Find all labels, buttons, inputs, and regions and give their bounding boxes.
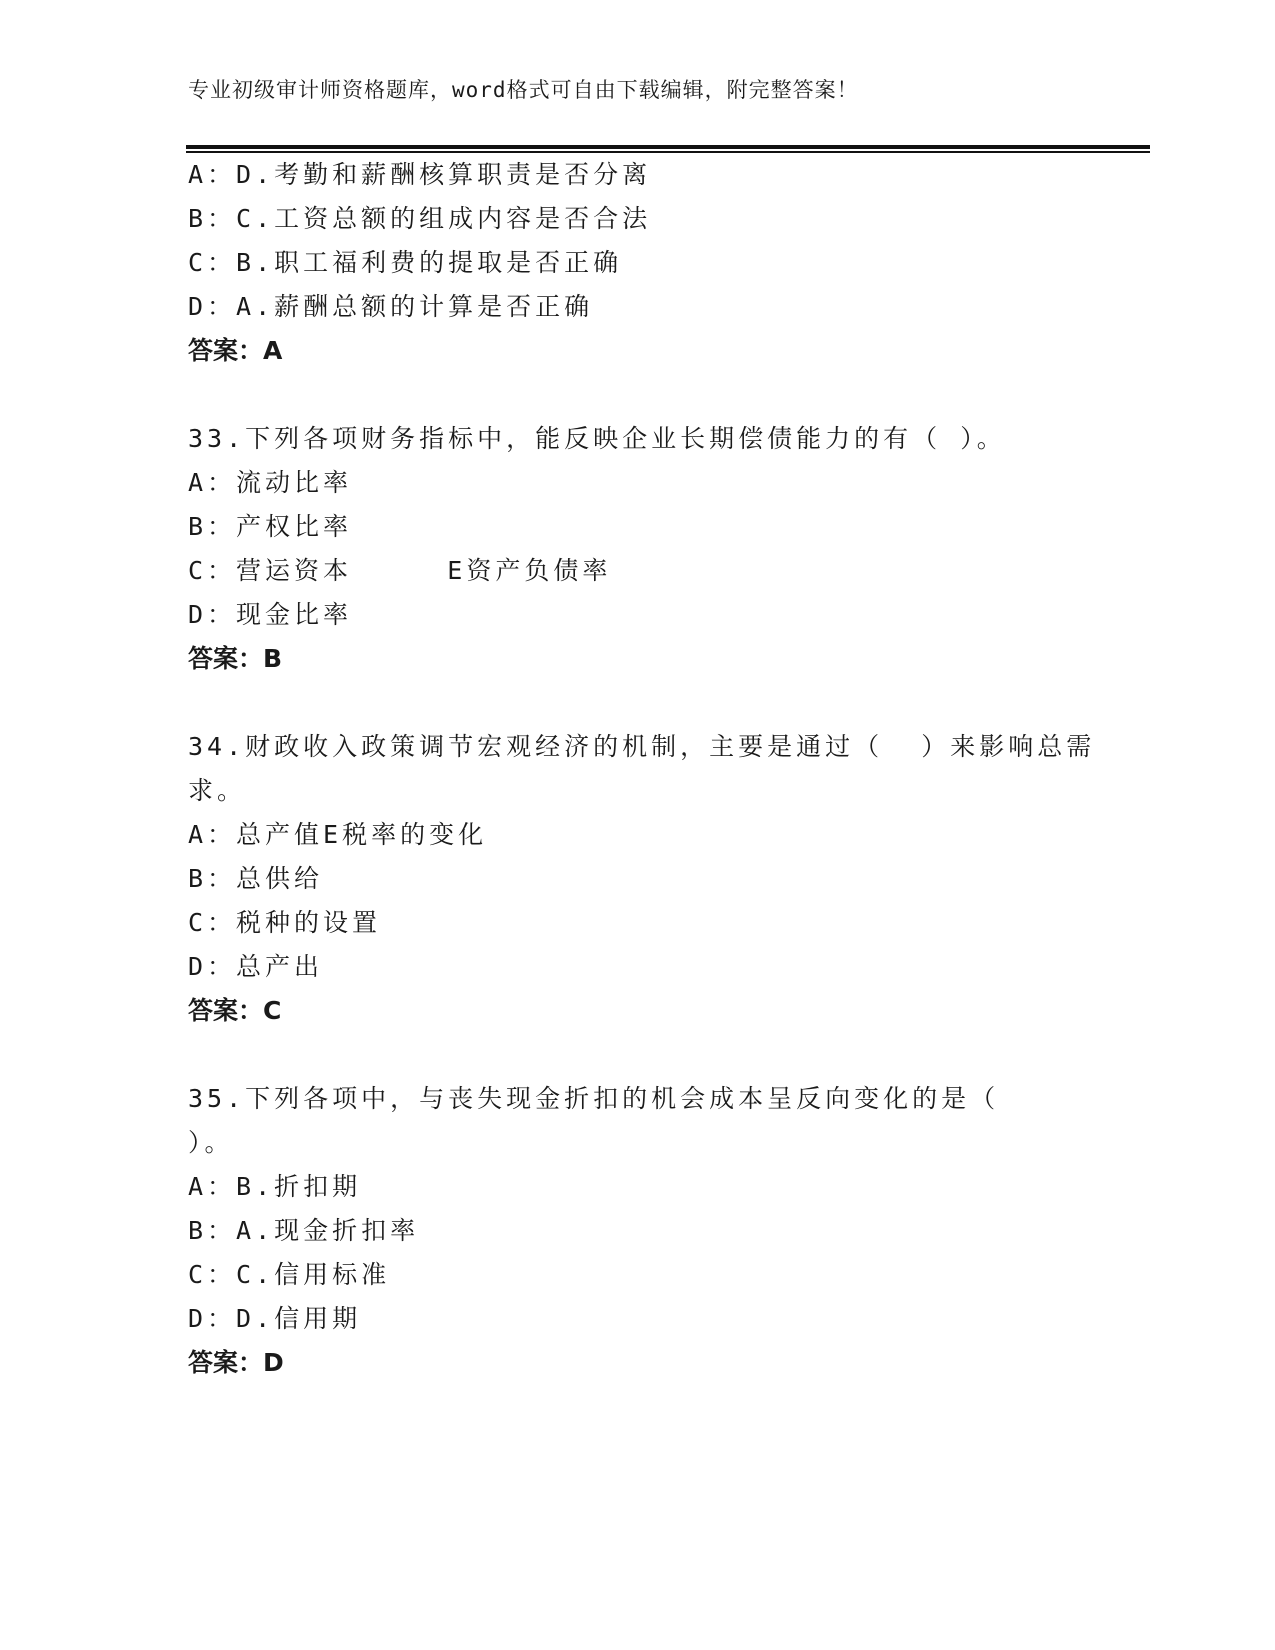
q34-option-c: C：税种的设置 — [188, 908, 382, 937]
q35-stem-line2: ）。 — [188, 1128, 234, 1157]
q32-option-c: C：B.职工福利费的提取是否正确 — [188, 248, 623, 277]
q34-stem-line1: 34.财政收入政策调节宏观经济的机制，主要是通过（ ）来影响总需 — [188, 732, 1096, 761]
q32-option-d: D：A.薪酬总额的计算是否正确 — [188, 292, 594, 321]
q35-option-d: D：D.信用期 — [188, 1304, 362, 1333]
q33-option-b: B：产权比率 — [188, 512, 353, 541]
page-header: 专业初级审计师资格题库，word格式可自由下载编辑，附完整答案！ — [188, 78, 859, 102]
q34-answer: 答案：C — [188, 996, 282, 1025]
q33-option-c: C：营运资本 E资产负债率 — [188, 556, 612, 585]
q35-option-b: B：A.现金折扣率 — [188, 1216, 420, 1245]
q35-option-c: C：C.信用标准 — [188, 1260, 391, 1289]
q34-option-d: D：总产出 — [188, 952, 324, 981]
q34-option-b: B：总供给 — [188, 864, 324, 893]
q32-option-a: A：D.考勤和薪酬核算职责是否分离 — [188, 160, 652, 189]
q33-option-a: A：流动比率 — [188, 468, 353, 497]
q32-answer: 答案：A — [188, 336, 283, 365]
q33-answer: 答案：B — [188, 644, 283, 673]
header-rule-thin — [186, 151, 1150, 153]
q35-answer: 答案：D — [188, 1348, 284, 1377]
header-rule-thick — [186, 145, 1150, 149]
q32-option-b: B：C.工资总额的组成内容是否合法 — [188, 204, 652, 233]
q35-stem-line1: 35.下列各项中，与丧失现金折扣的机会成本呈反向变化的是（ — [188, 1084, 1000, 1113]
q34-stem-line2: 求。 — [188, 776, 247, 805]
q35-option-a: A：B.折扣期 — [188, 1172, 362, 1201]
q33-option-d: D：现金比率 — [188, 600, 353, 629]
q33-stem: 33.下列各项财务指标中，能反映企业长期偿债能力的有（ ）。 — [188, 424, 1006, 453]
q34-option-a: A：总产值E税率的变化 — [188, 820, 488, 849]
